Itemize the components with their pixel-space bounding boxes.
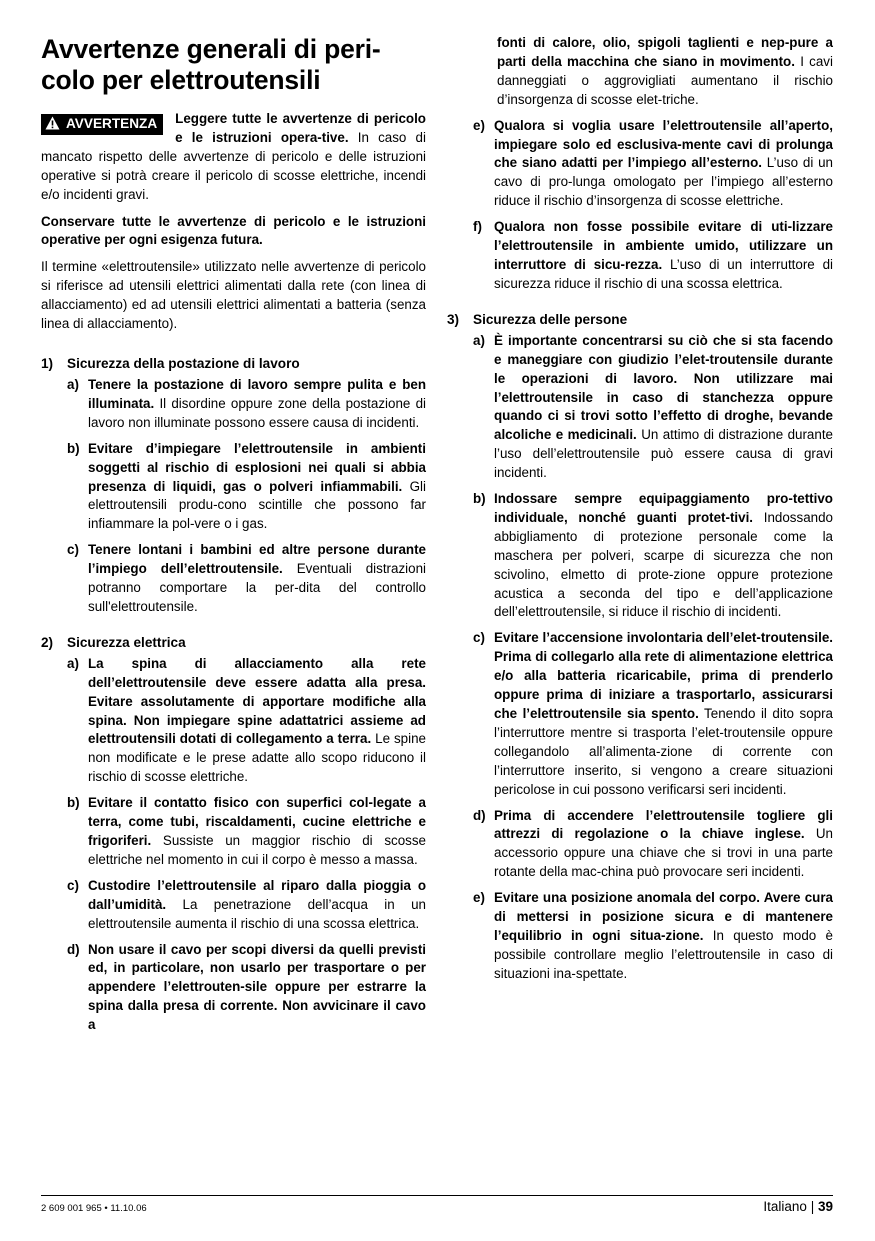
- item-letter: a): [473, 332, 485, 348]
- item-text: Un accessorio oppure una chiave che si trovi in una parte rotante della mac-china può provocare seri incidenti.: [494, 826, 833, 880]
- item-text: L’uso di un interruttore di sicurezza riduce il rischio di una scossa elettrica.: [494, 256, 833, 291]
- section-2-title: Sicurezza elettrica: [67, 634, 186, 650]
- footer-page-info: [763, 1199, 833, 1214]
- list-item: [41, 655, 426, 787]
- list-item: [447, 117, 833, 212]
- list-item: [41, 541, 426, 617]
- list-item: [447, 332, 833, 483]
- item-text: Indossando abbigliamento di protezione personale come la maschera per polveri, scarpe di sicurezza che non scivolino, elmetto di prote-zione oppure protezione acustica a seconda del tipo e dell’applicazione dell’elettroutensile, si riduce il rischio di incidenti.: [494, 509, 833, 620]
- item-letter: e): [473, 117, 485, 133]
- item-text: I cavi danneggiati o aggrovigliati aumentano il rischio d’insorgenza di scosse elet-triche.: [497, 53, 833, 107]
- item-lead: Qualora si voglia usare l’elettroutensile all’aperto, impiegare solo ed esclusiva-mente cavi di prolunga che siano adatti per l’impiego all’esterno.: [494, 117, 833, 171]
- item-text: Gli elettroutensili produ-cono scintille che possono far infiammare la pol-vere o i gas.: [88, 478, 426, 532]
- list-item: [41, 941, 426, 1036]
- keep-instructions: Conservare tutte le avvertenze di pericolo e le istruzioni operative per ogni esigenza futura.: [41, 213, 426, 248]
- warning-paragraph: [41, 110, 426, 205]
- item-letter: f): [473, 219, 482, 235]
- list-item: [41, 376, 426, 433]
- section-3-title: Sicurezza delle persone: [473, 311, 628, 327]
- warning-badge: [41, 114, 163, 135]
- section-2: [41, 633, 426, 1035]
- item-letter: d): [473, 807, 486, 823]
- item-letter: c): [67, 877, 79, 893]
- item-text: L’uso di un cavo di pro-lunga omologato per l’impiego all’esterno riduce il rischio d’insorgenza di scosse elettriche.: [494, 155, 833, 209]
- item-lead: Indossare sempre equipaggiamento pro-tettivo individuale, nonché guanti protet-tivi.: [494, 491, 833, 525]
- item-lead: Evitare l’accensione involontaria dell’elet-troutensile. Prima di collegarlo alla rete di alimentazione elettrica e/o alla batteria ricaricabile, prima di prenderlo oppure prima di iniziare a trasportarlo, assicurarsi che l’elettroutensile sia spento.: [494, 630, 833, 721]
- warning-triangle-icon: [45, 116, 60, 130]
- section-3: [447, 310, 833, 984]
- warning-badge-label: AVVERTENZA: [66, 116, 158, 131]
- item-text: Tenendo il dito sopra l’interruttore mentre si trasporta l’elet-troutensile oppure collegandolo all’alimenta-zione di corrente con l’interruttore inserito, si vengono a creare situazioni pericolose in cui possono verificarsi seri incidenti.: [494, 706, 833, 797]
- item-letter: a): [67, 655, 79, 671]
- doc-number: 2 609 001 965 • 11.10.06: [41, 1203, 147, 1214]
- item-letter: c): [473, 630, 485, 646]
- item-lead: Custodire l’elettroutensile al riparo dalla pioggia o dall’umidità.: [88, 877, 426, 912]
- page-title: [41, 34, 426, 96]
- item-text: Sussiste un maggior rischio di scosse elettriche nel momento in cui il corpo è messo a massa.: [88, 833, 426, 867]
- item-text: La penetrazione dell’acqua in un elettroutensile aumenta il rischio di una scossa elettrica.: [88, 896, 426, 931]
- footer-language: Italiano: [763, 1199, 807, 1214]
- item-lead: Evitare d’impiegare l’elettroutensile in ambienti soggetti al rischio di esplosioni nei quali si abbia presenza di liquidi, gas o polveri infiammabili.: [88, 440, 426, 494]
- section-2-heading: [41, 633, 426, 652]
- item-letter: c): [67, 542, 79, 558]
- section-1-heading: [41, 354, 426, 373]
- page-title-line-1: Avvertenze generali di peri-: [41, 34, 381, 64]
- list-item: [447, 807, 833, 883]
- item-text: Il disordine oppure zone della postazione di lavoro non illuminate possono essere causa di incidenti.: [88, 395, 426, 430]
- item-lead: La spina di allacciamento alla rete dell’elettroutensile deve essere adatta alla presa. Evitare assolutamente di apportare modifiche alla spina. Non impiegare spine adattatrici assieme ad elettroutensili dotati di collegamento a terra.: [88, 655, 426, 747]
- section-3-heading: [447, 310, 833, 329]
- section-1-title: Sicurezza della postazione di lavoro: [67, 355, 300, 371]
- page-title-line-2: colo per elettroutensili: [41, 65, 321, 95]
- list-item: [447, 490, 833, 622]
- item-text: Eventuali distrazioni potranno comportare la per-dita del controllo sull'elettroutensile.: [88, 561, 426, 614]
- item-lead: Prima di accendere l’elettroutensile togliere gli attrezzi di regolazione o la chiave inglese.: [494, 807, 833, 842]
- section-2-number: 2): [41, 634, 54, 650]
- item-text: Un attimo di distrazione durante l’uso dell’elettroutensile può essere causa di gravi incidenti.: [494, 427, 833, 481]
- list-item: [41, 794, 426, 870]
- item-letter: b): [473, 491, 486, 507]
- warning-lead: Leggere tutte le avvertenze di pericolo e le istruzioni opera-tive.: [175, 111, 426, 145]
- list-item: [447, 629, 833, 799]
- section-3-number: 3): [447, 311, 460, 327]
- footer-divider: [41, 1195, 833, 1196]
- item-letter: d): [67, 941, 80, 957]
- item-letter: a): [67, 376, 79, 392]
- section-1: [41, 354, 426, 617]
- item-lead: Evitare il contatto fisico con superfici col-legate a terra, come tubi, riscaldamenti, cucine elettriche e frigoriferi.: [88, 795, 426, 848]
- list-item: [447, 889, 833, 984]
- list-item: [41, 877, 426, 934]
- definition-paragraph: Il termine «elettroutensile» utilizzato nelle avvertenze di pericolo si riferisce ad utensili elettrici alimentati dalla rete (con linea di allacciamento) ed ad utensili elettrici alimentati a batteria (senza linea di allacciamento).: [41, 259, 426, 332]
- item-lead: Non usare il cavo per scopi diversi da quelli previsti ed, in particolare, non usarlo per trasportare o per appendere l’elettrouten-sile oppure per estrarre la spina dalla presa di corrente. Non avvicinare il cavo a: [88, 941, 426, 1033]
- list-item: [41, 440, 426, 535]
- item-letter: b): [67, 440, 80, 456]
- item-text: In questo modo è possibile controllare meglio l’elettroutensile in caso di situazioni ina-spettate.: [494, 927, 833, 981]
- page-number: 39: [817, 1199, 833, 1214]
- item-lead: Qualora non fosse possibile evitare di uti-lizzare l’elettroutensile in ambiente umido, utilizzare un interruttore di sicu-rezza.: [494, 219, 833, 272]
- item-text: Le spine non modificate e le prese adatte allo scopo riducono il rischio di scosse elettriche.: [88, 731, 426, 785]
- item-lead: Tenere lontani i bambini ed altre persone durante l’impiego dell’elettroutensile.: [88, 542, 426, 577]
- item-lead: Evitare una posizione anomala del corpo. Avere cura di mettersi in posizione sicura e di mantenere l’equilibrio in ogni situa-zione.: [494, 890, 833, 943]
- right-column: [447, 34, 833, 991]
- item-lead: fonti di calore, olio, spigoli taglienti e nep-pure a parti della macchina che siano in movimento.: [497, 35, 833, 69]
- warning-text: In caso di mancato rispetto delle avvertenze di pericolo e delle istruzioni operative si potrà creare il pericolo di scosse elettriche, incendi e/o incidenti gravi.: [41, 129, 426, 202]
- list-item-continued: [447, 34, 833, 110]
- item-lead: È importante concentrarsi su ciò che si sta facendo e maneggiare con giudizio l’elet-troutensile durante le operazioni di lavoro. Non utilizzare mai l’elettroutensile in caso di stanchezza oppure quando ci si trovi sotto l’effetto di droghe, bevande alcoliche e medicinali.: [494, 332, 833, 443]
- item-letter: e): [473, 890, 485, 906]
- list-item: [447, 218, 833, 294]
- left-column: [41, 34, 426, 1042]
- item-letter: b): [67, 795, 80, 811]
- item-lead: Tenere la postazione di lavoro sempre pulita e ben illuminata.: [88, 376, 426, 411]
- section-1-number: 1): [41, 355, 54, 371]
- footer-separator: |: [810, 1199, 815, 1214]
